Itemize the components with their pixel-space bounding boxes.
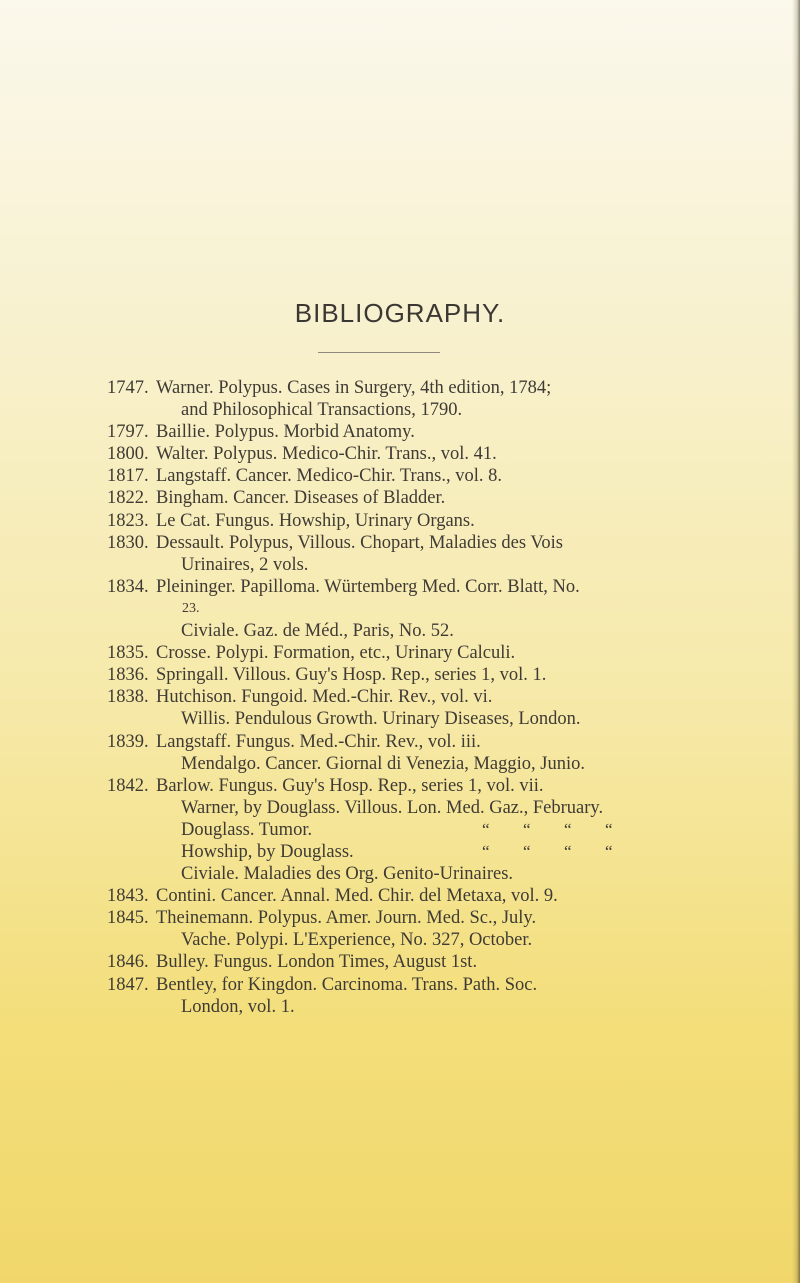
ditto-mark: “ — [605, 841, 613, 861]
entry-year: 1847. — [107, 974, 149, 995]
entry-year: 1834. — [107, 576, 149, 597]
ditto-mark: “ — [523, 841, 531, 861]
entry-year: 1839. — [107, 731, 149, 752]
entry-year: 1838. — [107, 687, 149, 708]
entry-year: 1843. — [107, 886, 149, 907]
entry-text: Howship, by Douglass. — [181, 841, 354, 862]
entry-year: 1830. — [107, 532, 149, 553]
entry-text: Civiale. Gaz. de Méd., Paris, No. 52. — [181, 621, 454, 642]
entry-text: Theinemann. Polypus. Amer. Journ. Med. Sc., July. — [156, 908, 537, 929]
entry-text: Pleininger. Papilloma. Würtemberg Med. Corr. Blatt, No. — [156, 576, 580, 597]
entry-text: Douglass. Tumor. — [181, 819, 313, 840]
ditto-mark: “ — [482, 841, 490, 861]
entry-text: Warner. Polypus. Cases in Surgery, 4th edition, 1784; — [156, 378, 552, 398]
entry-year: 1842. — [107, 775, 149, 796]
entry-text: Walter. Polypus. Medico-Chir. Trans., vol. 41. — [156, 444, 497, 465]
entry-text: Baillie. Polypus. Morbid Anatomy. — [156, 422, 415, 443]
entry-year: 1846. — [107, 952, 149, 973]
list-item — [0, 951, 800, 973]
list-item — [0, 532, 800, 554]
list-item — [0, 598, 800, 620]
entry-text: Contini. Cancer. Annal. Med. Chir. del Metaxa, vol. 9. — [156, 886, 558, 907]
entry-text: and Philosophical Transactions, 1790. — [181, 400, 463, 421]
list-item — [0, 885, 800, 907]
list-item — [0, 907, 800, 929]
list-item — [0, 399, 800, 421]
entry-text: Le Cat. Fungus. Howship, Urinary Organs. — [156, 510, 475, 531]
ditto-mark: “ — [564, 819, 572, 839]
list-item — [0, 775, 800, 797]
ditto-mark: “ — [605, 819, 613, 839]
entry-text: Crosse. Polypi. Formation, etc., Urinary Calculi. — [156, 643, 516, 664]
entry-text: Bulley. Fungus. London Times, August 1st. — [156, 952, 478, 973]
list-item — [0, 974, 800, 996]
list-item — [0, 929, 800, 951]
entry-year: 1747. — [107, 378, 149, 398]
entry-text: Dessault. Polypus, Villous. Chopart, Maladies des Vois — [156, 532, 563, 553]
list-item — [0, 465, 800, 487]
page-title: BIBLIOGRAPHY. — [294, 298, 506, 328]
ditto-mark: “ — [482, 819, 490, 839]
list-item — [0, 642, 800, 664]
list-item — [0, 841, 800, 863]
entry-text: Bingham. Cancer. Diseases of Bladder. — [156, 488, 446, 509]
title-divider — [318, 352, 440, 353]
list-item — [0, 443, 800, 465]
list-item — [0, 996, 800, 1018]
entry-text: Vache. Polypi. L'Experience, No. 327, October. — [181, 930, 533, 951]
list-item — [0, 731, 800, 753]
entry-year: 1800. — [107, 444, 149, 465]
entry-text: Mendalgo. Cancer. Giornal di Venezia, Maggio, Junio. — [181, 753, 586, 774]
list-item — [0, 510, 800, 532]
entry-text: Civiale. Maladies des Org. Genito-Urinaires. — [181, 864, 514, 885]
bibliography-list — [0, 377, 800, 1018]
entry-text: Springall. Villous. Guy's Hosp. Rep., series 1, vol. 1. — [156, 665, 547, 686]
entry-text: Willis. Pendulous Growth. Urinary Diseases, London. — [181, 709, 581, 730]
list-item — [0, 576, 800, 598]
entry-text: 23. — [182, 600, 200, 616]
list-item — [0, 819, 800, 841]
entry-text: Barlow. Fungus. Guy's Hosp. Rep., series 1, vol. vii. — [156, 775, 544, 796]
list-item — [0, 664, 800, 686]
list-item — [0, 863, 800, 885]
entry-text: Bentley, for Kingdon. Carcinoma. Trans. Path. Soc. — [156, 974, 538, 995]
entry-text: London, vol. 1. — [181, 996, 295, 1017]
entry-year: 1836. — [107, 665, 149, 686]
entry-text: Langstaff. Cancer. Medico-Chir. Trans., vol. 8. — [156, 466, 502, 487]
list-item — [0, 797, 800, 819]
entry-text: Urinaires, 2 vols. — [181, 554, 309, 575]
entry-year: 1822. — [107, 488, 149, 509]
list-item — [0, 686, 800, 708]
entry-text: Warner, by Douglass. Villous. Lon. Med. Gaz., February. — [181, 797, 604, 818]
entry-year: 1797. — [107, 422, 149, 443]
list-item — [0, 487, 800, 509]
ditto-mark: “ — [523, 819, 531, 839]
entry-text: Langstaff. Fungus. Med.-Chir. Rev., vol. iii. — [156, 731, 481, 752]
list-item — [0, 421, 800, 443]
list-item — [0, 554, 800, 576]
ditto-mark: “ — [564, 841, 572, 861]
entry-year: 1823. — [107, 510, 149, 531]
list-item — [0, 620, 800, 642]
list-item — [0, 708, 800, 730]
list-item — [0, 377, 800, 399]
entry-text: Hutchison. Fungoid. Med.-Chir. Rev., vol. vi. — [156, 687, 493, 708]
entry-year: 1817. — [107, 466, 149, 487]
entry-year: 1845. — [107, 908, 149, 929]
entry-year: 1835. — [107, 643, 149, 664]
list-item — [0, 753, 800, 775]
